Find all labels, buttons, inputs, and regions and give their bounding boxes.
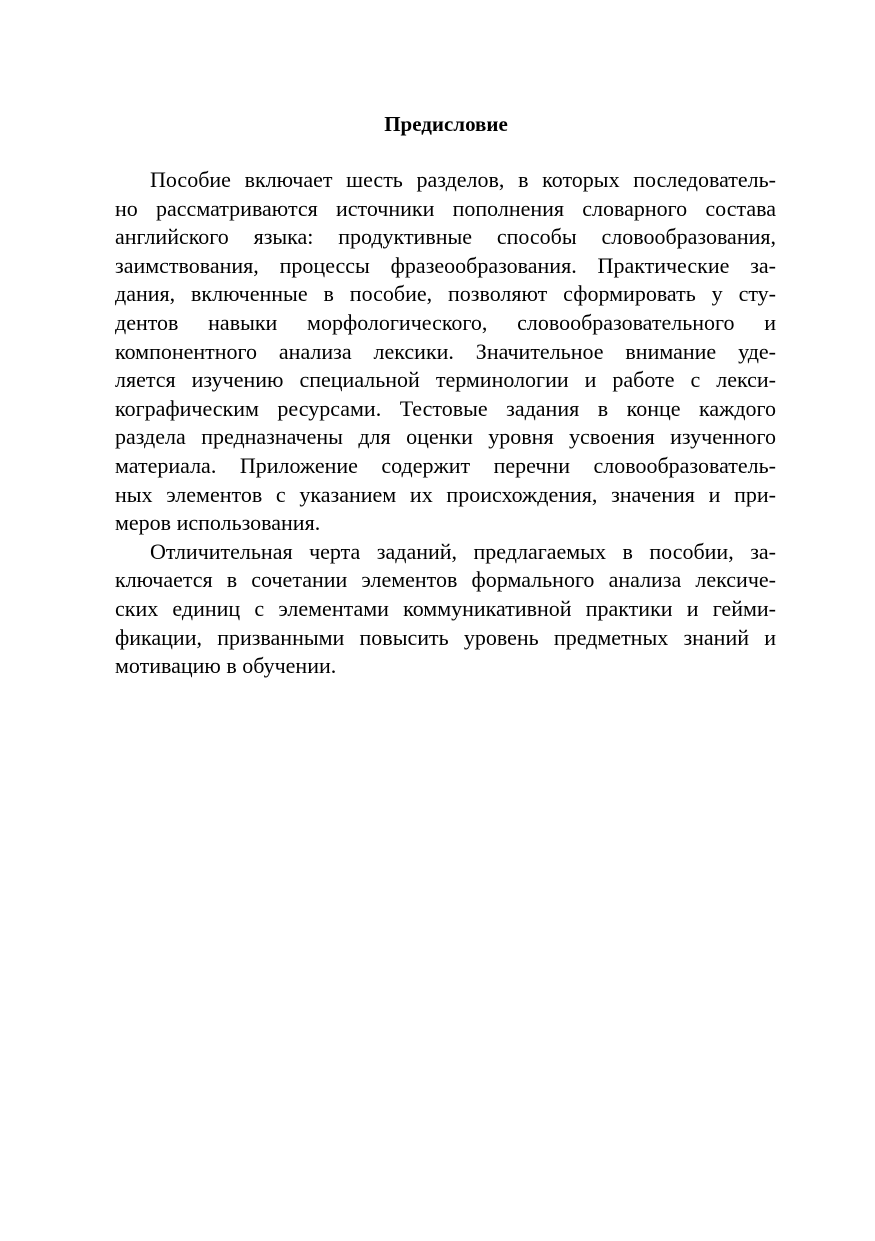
paragraph-1-line-11: материала. Приложение содержит перечни словообразователь- xyxy=(115,453,776,478)
paragraph-1-line-5: дания, включенные в пособие, позволяют сформировать у сту- xyxy=(115,281,776,307)
paragraph-2-line-4: фикации, призванными повысить уровень предметных знаний и xyxy=(115,624,776,650)
paragraph-2-line-3: ских единиц с элементами коммуникативной практики и гейми- xyxy=(115,596,776,621)
paragraph-2-line-5: мотивацию в обучении. xyxy=(115,653,337,679)
paragraph-2-line-1: Отличительная черта заданий, предлагаемых в пособии, за- xyxy=(150,538,776,564)
paragraph-2-line-2: ключается в сочетании элементов формального анализа лексиче- xyxy=(115,567,776,593)
paragraph-1-line-12: ных элементов с указанием их происхождения, значения и при- xyxy=(115,481,776,507)
paragraph-1-line-2: но рассматриваются источники пополнения словарного состава xyxy=(115,195,776,221)
paragraph-1-line-9: кографическим ресурсами. Тестовые задания в конце каждого xyxy=(115,395,776,421)
paragraph-1-line-7: компонентного анализа лексики. Значительное внимание уде- xyxy=(115,338,776,364)
paragraph-1-line-1: Пособие включает шесть разделов, в которых последователь- xyxy=(150,167,776,192)
paragraph-1-line-4: заимствования, процессы фразеообразования. Практические за- xyxy=(115,252,776,278)
paragraph-1-line-6: дентов навыки морфологического, словообразовательного и xyxy=(115,310,776,335)
paragraph-1-line-13: меров использования. xyxy=(115,510,321,536)
paragraph-1-line-10: раздела предназначены для оценки уровня усвоения изученного xyxy=(115,424,776,450)
paragraph-1-line-8: ляется изучению специальной терминологии и работе с лекси- xyxy=(115,367,776,393)
paragraph-1-line-3: английского языка: продуктивные способы словообразования, xyxy=(115,224,776,250)
page-title: Предисловие xyxy=(384,112,508,136)
